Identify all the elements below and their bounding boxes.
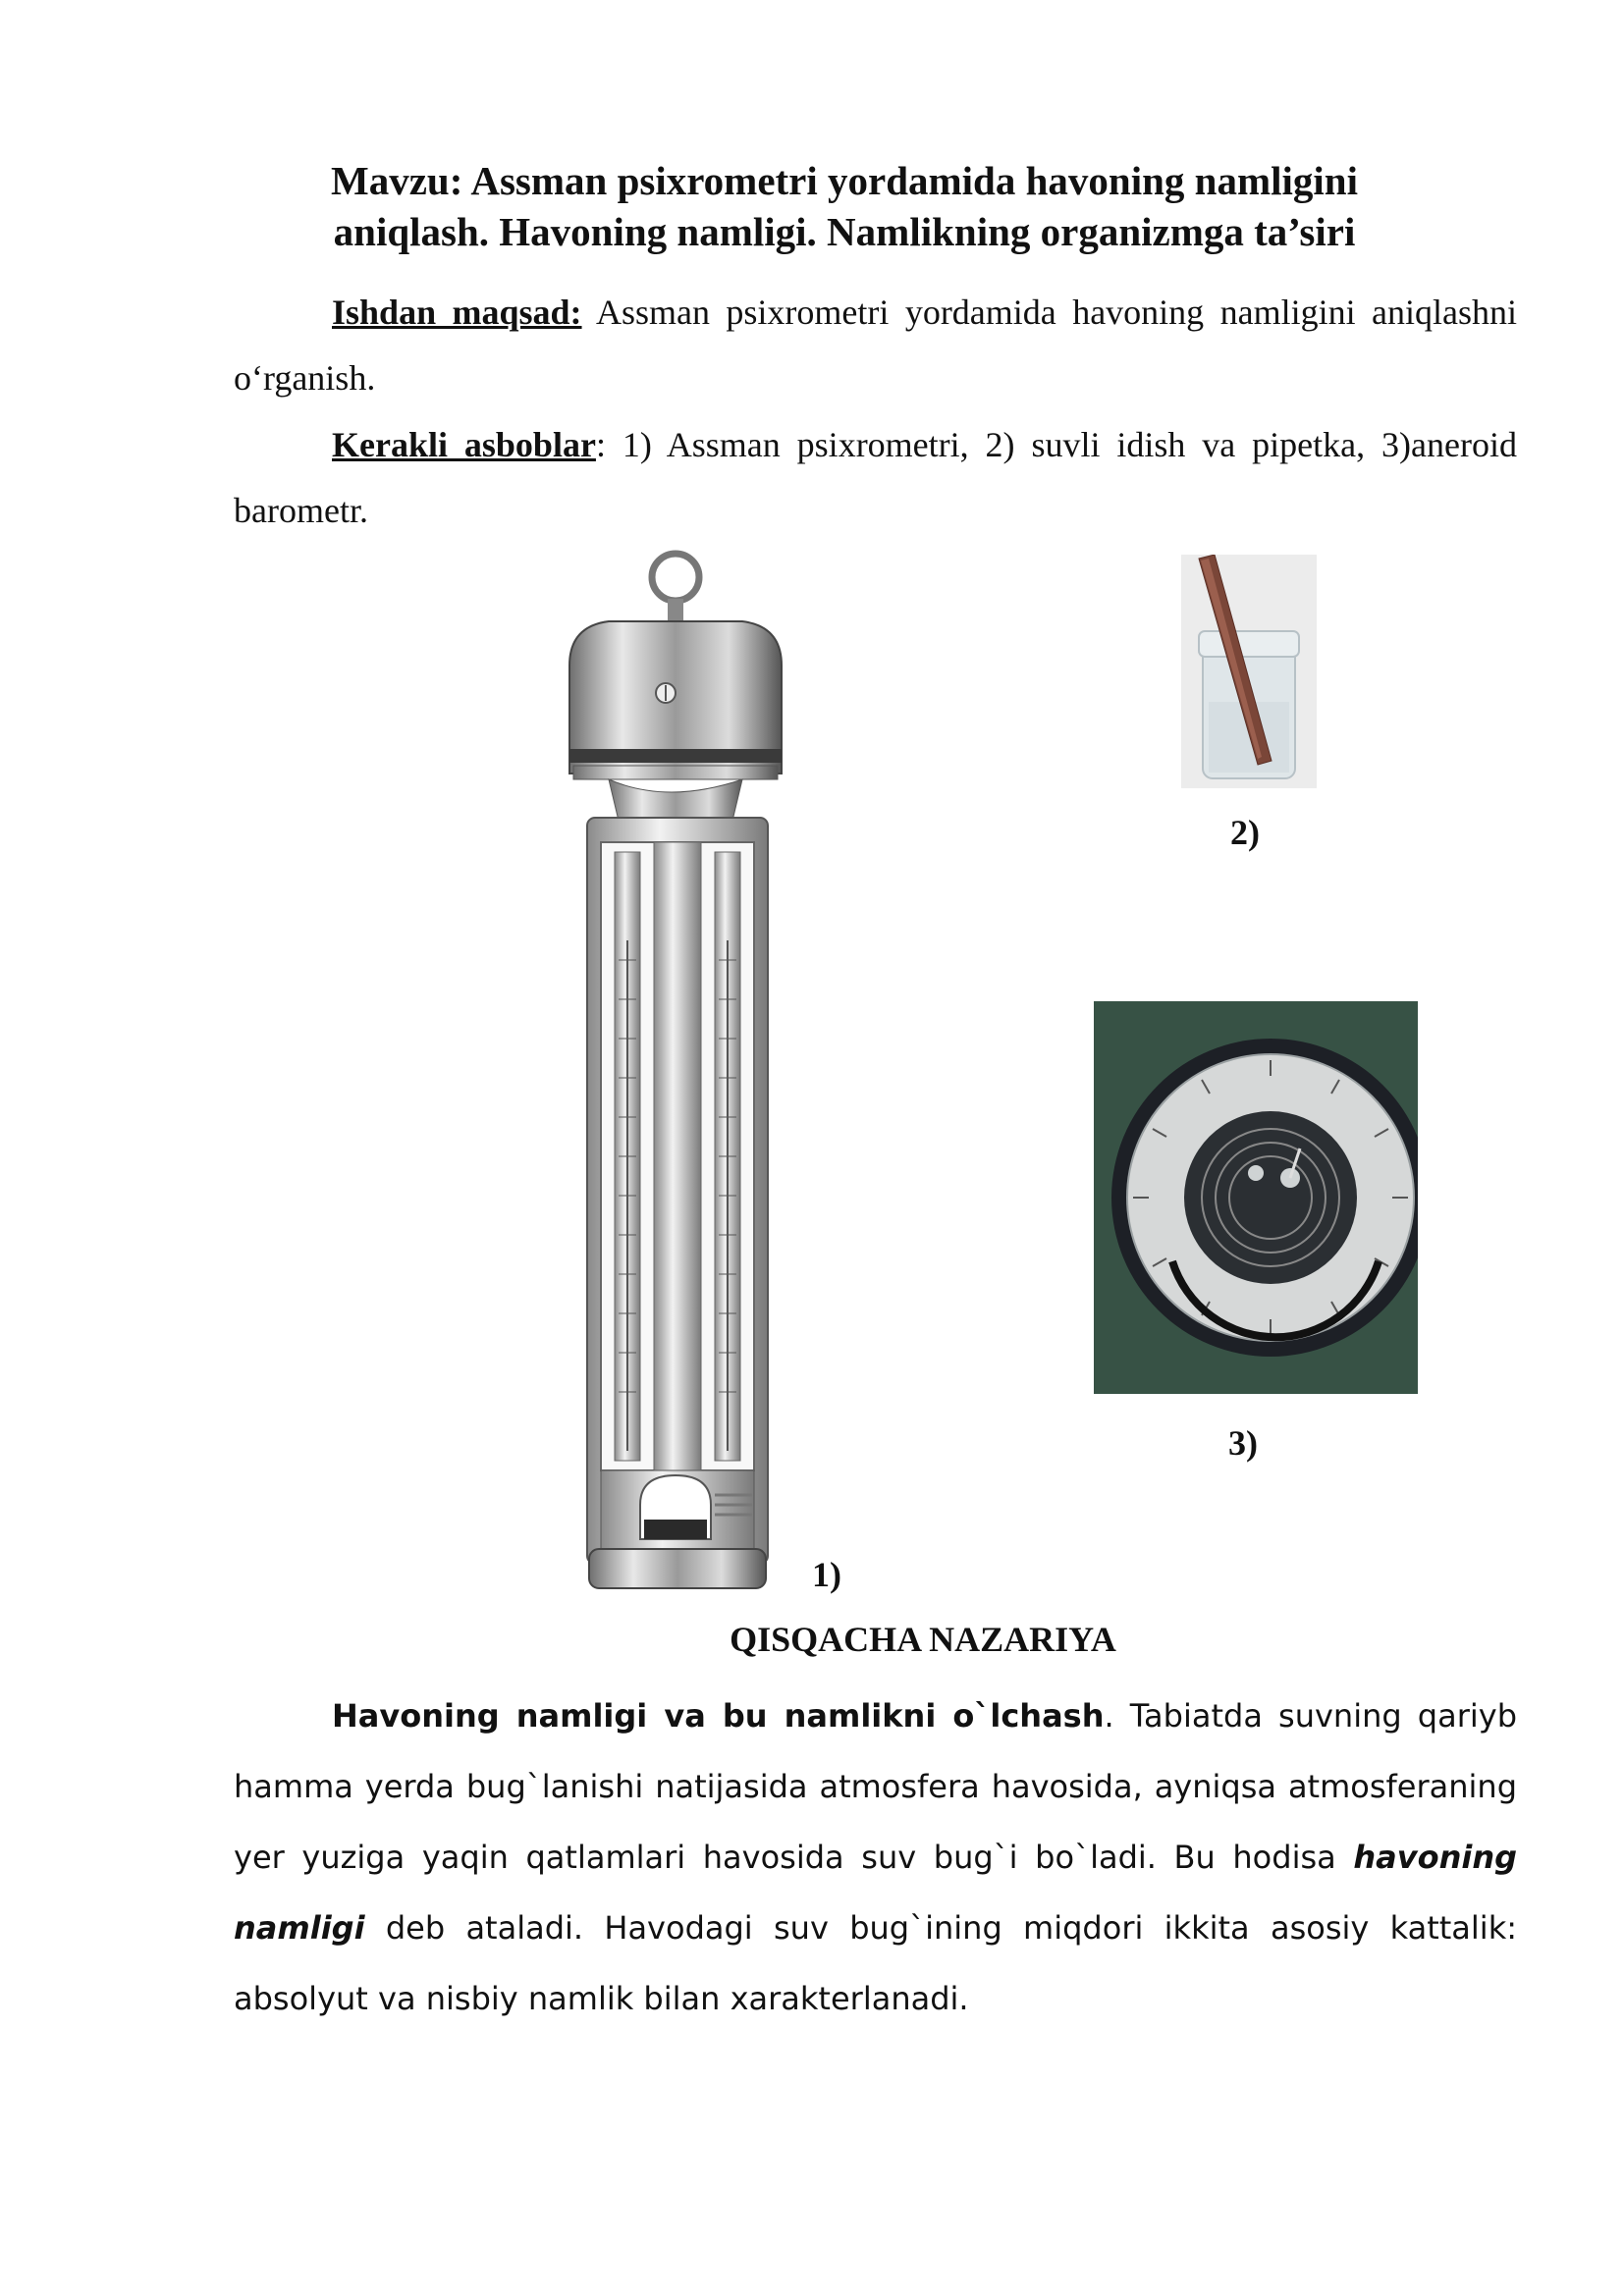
equipment-colon: : xyxy=(595,425,606,464)
equipment-label: Kerakli asboblar xyxy=(332,425,596,464)
goal-label: Ishdan maqsad: xyxy=(332,293,582,332)
figure-3-label: 3) xyxy=(1228,1423,1258,1463)
figure-1-label: 1) xyxy=(812,1555,841,1594)
title-line-2: aniqlash. Havoning namligi. Namlikning organizmga ta’siri xyxy=(333,209,1356,254)
figure-2-label: 2) xyxy=(1230,813,1260,852)
section-heading: QISQACHA NAZARIYA xyxy=(730,1620,1116,1659)
theory-lead: Havoning namligi va bu namlikni o`lchash xyxy=(332,1697,1105,1735)
theory-term: havoning namligi xyxy=(234,1839,1517,1947)
equipment-paragraph xyxy=(234,412,1517,544)
barometer-image xyxy=(1094,1001,1418,1394)
goal-text: Assman psixrometri yordamida havoning namligini aniqlashni o‘rganish. xyxy=(234,293,1517,398)
page-title xyxy=(236,155,1453,257)
psychrometer-image xyxy=(550,548,785,1598)
theory-paragraph xyxy=(234,1681,1517,2034)
goal-paragraph xyxy=(234,280,1517,411)
water-vessel-image xyxy=(1181,555,1317,788)
title-line-1: Mavzu: Assman psixrometri yordamida havoning namligini xyxy=(331,158,1358,203)
theory-text-2: deb ataladi. Havodagi suv bug`ining miqdori ikkita asosiy kattalik: absolyut va nisbiy namlik bilan xarakterlanadi. xyxy=(234,1909,1517,2017)
theory-text-1: . Tabiatda suvning qariyb hamma yerda bug`lanishi natijasida atmosfera havosida, ayniqsa atmosferaning yer yuziga yaqin qatlamlari havosida suv bug`i bo`ladi. Bu hodisa xyxy=(234,1697,1518,1876)
equipment-text: 1) Assman psixrometri, 2) suvli idish va pipetka, 3)aneroid barometr. xyxy=(234,425,1517,530)
